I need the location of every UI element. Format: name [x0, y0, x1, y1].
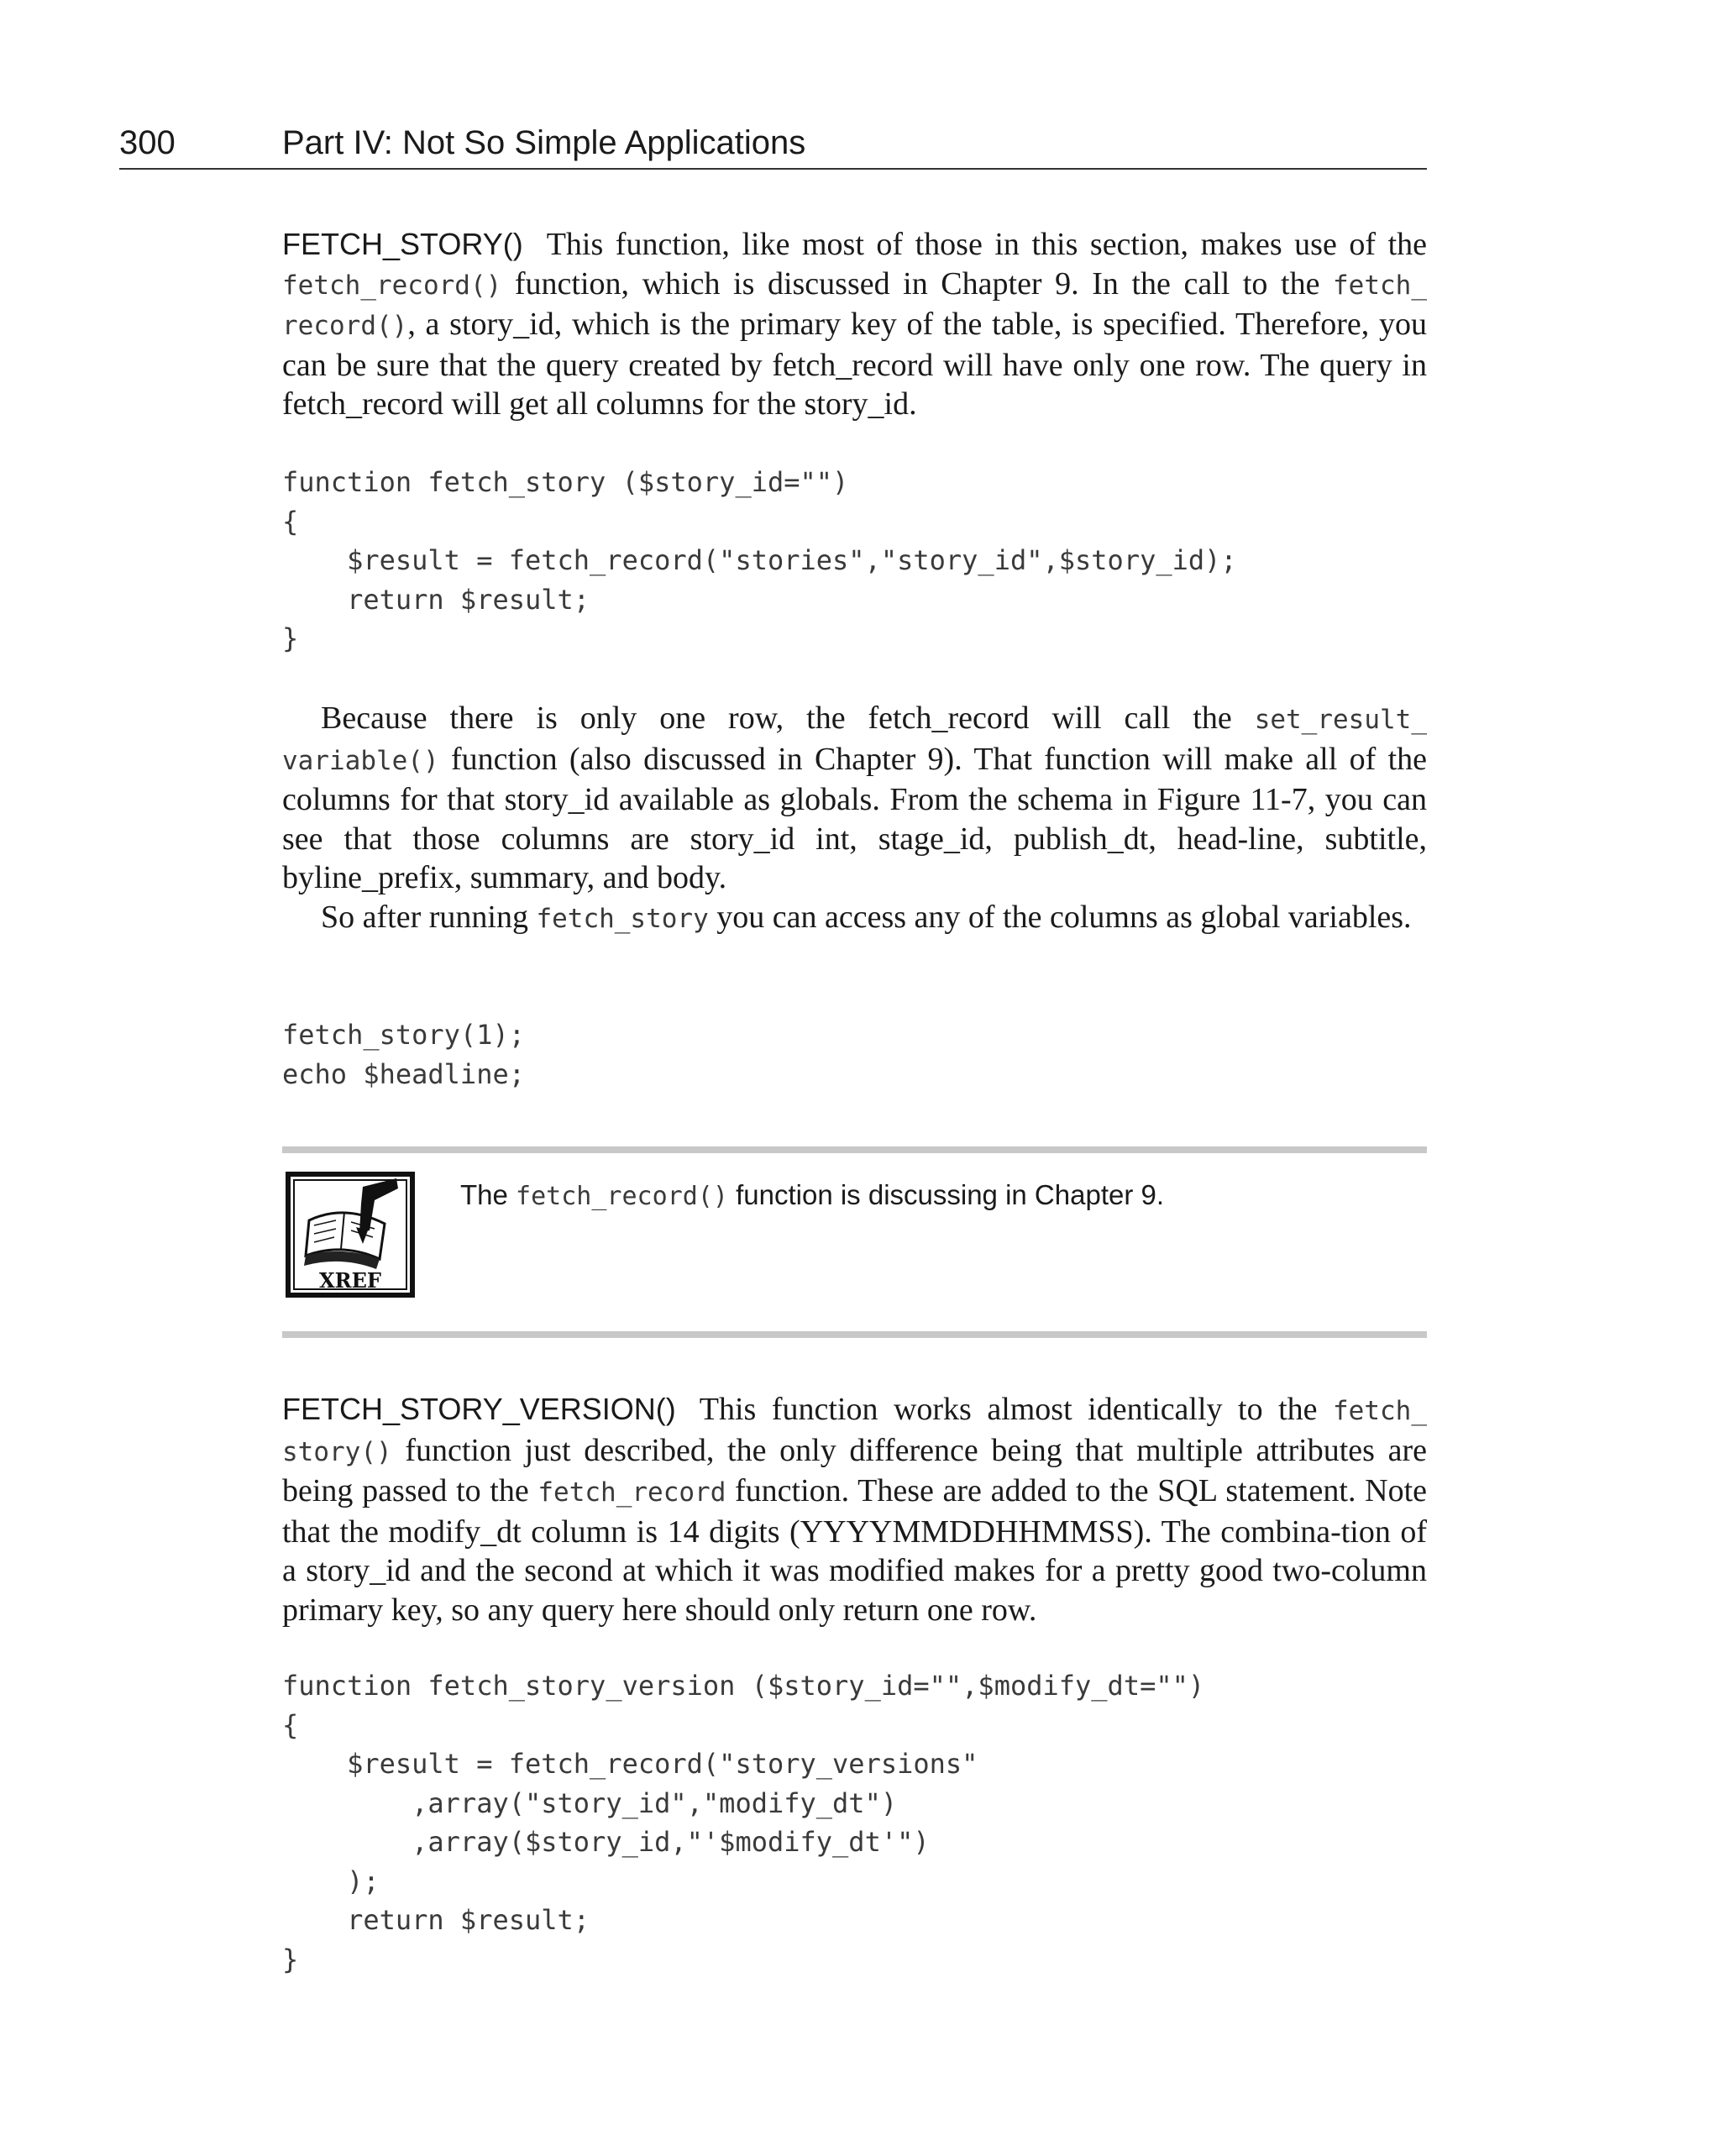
fetch-story-example-code: fetch_story(1); echo $headline; — [282, 1019, 525, 1090]
page-number: 300 — [119, 124, 176, 161]
xref-bottom-rule — [282, 1331, 1427, 1338]
text-run: So after running — [321, 899, 537, 935]
text-run: The — [460, 1179, 517, 1210]
globals-paragraphs — [282, 699, 1427, 938]
xref-callout — [282, 1146, 1427, 1338]
fetch-story-version-section — [282, 1390, 1427, 1629]
xref-note — [460, 1177, 1418, 1215]
fetch-story-paragraph — [282, 225, 1427, 424]
inline-code: fetch_record() — [282, 270, 502, 301]
text-run: This function, like most of those in this section, makes use of the — [546, 227, 1427, 262]
inline-code: fetch_ record() — [282, 270, 1427, 341]
fetch-story-section — [282, 225, 1427, 424]
text-run: function (also discussed in Chapter 9). That function will make all of the columns for that story_id available as globals. From the schema in Figure 11-7, you can see that those columns are story_id int, stage_id, publish_dt, head-line, subtitle, byline_prefix, summary, and body. — [282, 741, 1427, 895]
xref-icon-label: XREF — [319, 1268, 381, 1293]
fetch-story-version-code: function fetch_story_version ($story_id="",$modify_dt="") { $result = fetch_record("story_versions" ,array("story_id","modify_dt") ,array($story_id,"'$modify_dt'") ); return $result; } — [282, 1670, 1205, 1975]
xref-top-rule — [282, 1146, 1427, 1153]
fetch-story-code: function fetch_story ($story_id="") { $result = fetch_record("stories","story_id",$story_id); return $result; } — [282, 466, 1237, 654]
text-run: function. These are added to the SQL statement. Note that the modify_dt column is 14 digits (YYYYMMDDHHMMSS). The combina-tion of a story_id and the second at which it was modified makes for a pretty good two-column primary key, so any query here should only return one row. — [282, 1473, 1427, 1628]
running-head-title: Part IV: Not So Simple Applications — [282, 124, 806, 161]
text-run: function just described, the only difference being that multiple attributes are being passed to the — [282, 1432, 1427, 1508]
inline-code: set_result_ variable() — [282, 705, 1427, 776]
text-run: This function works almost identically to the — [699, 1392, 1334, 1427]
fetch-story-version-paragraph — [282, 1390, 1427, 1629]
xref-book-icon — [286, 1172, 415, 1298]
fetch-story-heading: FETCH_STORY() — [282, 227, 523, 261]
inline-code: fetch_story — [536, 903, 709, 934]
text-run: Because there is only one row, the fetch_record will call the — [321, 700, 1255, 736]
after-running-paragraph — [282, 898, 1427, 939]
inline-code: fetch_record() — [516, 1182, 728, 1211]
text-run: function is discussing in Chapter 9. — [727, 1179, 1165, 1210]
text-run: function, which is discussed in Chapter 9. In the call to the — [501, 265, 1334, 302]
running-header — [119, 118, 1427, 170]
globals-paragraph — [282, 699, 1427, 898]
inline-code: fetch_record — [538, 1477, 726, 1508]
inline-code: fetch_ story() — [282, 1396, 1427, 1467]
fetch-story-version-heading: FETCH_STORY_VERSION() — [282, 1392, 676, 1426]
text-run: , a story_id, which is the primary key of the table, is specified. Therefore, you can be sure that the query created by fetch_record will have only one row. The query in fetch_record will get all columns for the story_id. — [282, 307, 1427, 422]
text-run: you can access any of the columns as global variables. — [708, 899, 1412, 935]
